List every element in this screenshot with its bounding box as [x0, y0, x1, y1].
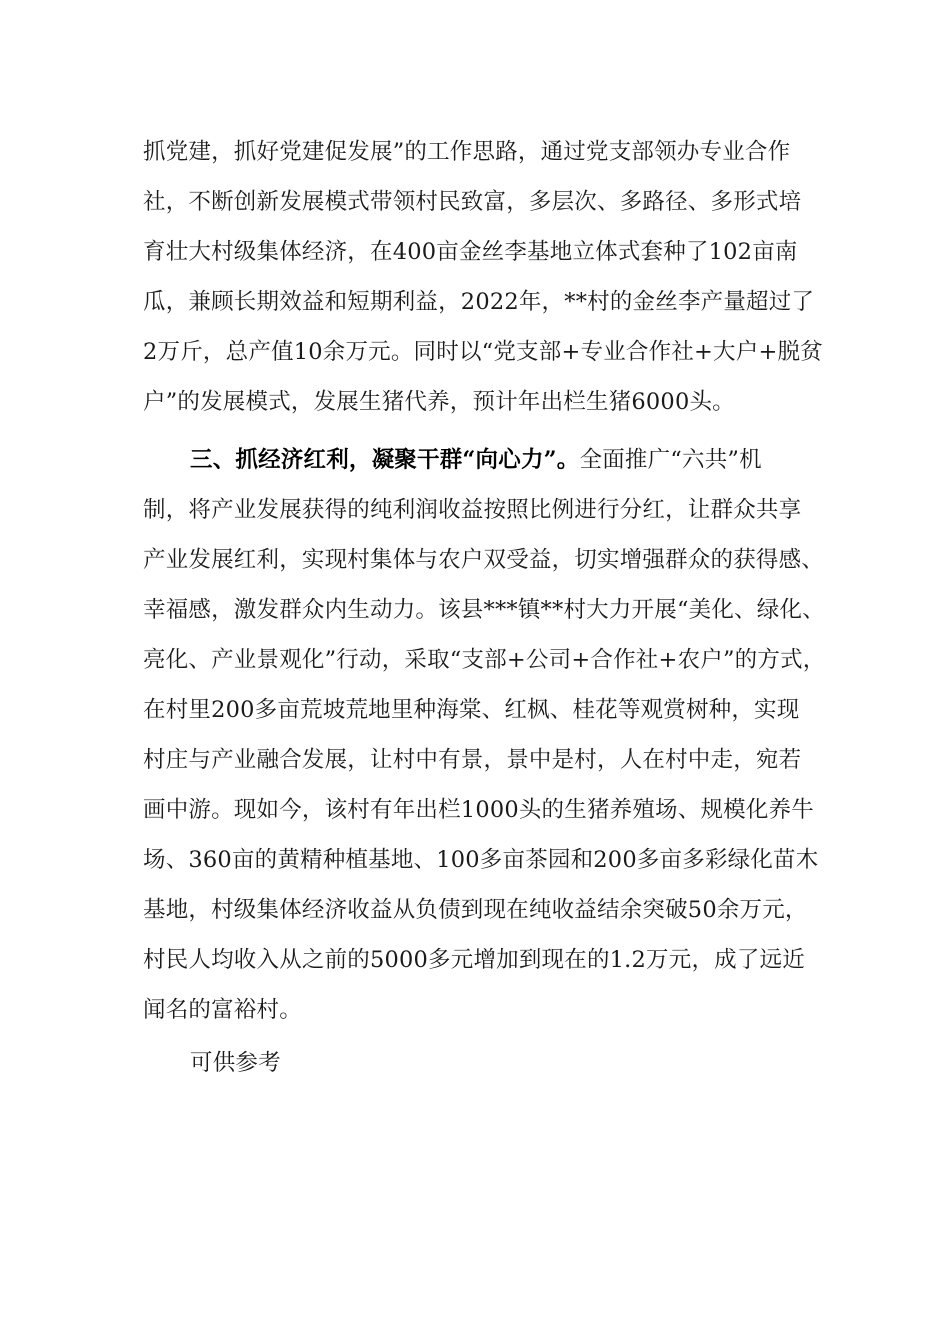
- paragraph-line: 制，将产业发展获得的纯利润收益按照比例进行分红，让群众共享: [143, 497, 802, 523]
- paragraph-line: 场、360亩的黄精种植基地、100多亩茶园和200多亩多彩绿化苗木: [143, 847, 819, 873]
- paragraph-line: 瓜，兼顾长期效益和短期利益，2022年，**村的金丝李产量超过了: [143, 289, 815, 315]
- paragraph-line: 亮化、产业景观化”行动，采取“支部+公司+合作社+农户”的方式，: [143, 647, 826, 673]
- paragraph-line: 基地，村级集体经济收益从负债到现在纯收益结余突破50余万元，: [143, 897, 808, 923]
- paragraph-line: 抓党建，抓好党建促发展”的工作思路，通过党支部领办专业合作: [143, 139, 791, 165]
- section-heading: 三、抓经济红利，凝聚干群“向心力”。: [190, 447, 580, 473]
- paragraph-line: 育壮大村级集体经济，在400亩金丝李基地立体式套种了102亩南: [143, 239, 798, 265]
- paragraph-line: 幸福感，激发群众内生动力。该县***镇**村大力开展“美化、绿化、: [143, 597, 825, 623]
- paragraph-line: 户”的发展模式，发展生猪代养，预计年出栏生猪6000头。: [143, 389, 735, 415]
- paragraph-line: 在村里200多亩荒坡荒地里种海棠、红枫、桂花等观赏树种，实现: [143, 697, 800, 723]
- paragraph-line: 村庄与产业融合发展，让村中有景，景中是村，人在村中走，宛若: [143, 747, 802, 773]
- paragraph-line: 闻名的富裕村。: [143, 997, 302, 1023]
- paragraph-line: 画中游。现如今，该村有年出栏1000头的生猪养殖场、规模化养牛: [143, 797, 814, 823]
- paragraph-line: 村民人均收入从之前的5000多元增加到现在的1.2万元，成了远近: [143, 947, 805, 973]
- paragraph-line: 产业发展红利，实现村集体与农户双受益，切实增强群众的获得感、: [143, 547, 825, 573]
- paragraph-line: 社，不断创新发展模式带领村民致富，多层次、多路径、多形式培: [143, 189, 802, 215]
- paragraph-first-line: [190, 440, 762, 480]
- section-heading-continuation: 全面推广“六共”机: [579, 447, 762, 473]
- paragraph-line: 2万斤，总产值10余万元。同时以“党支部+专业合作社+大户+脱贫: [143, 339, 823, 365]
- closing-note: 可供参考: [190, 1050, 281, 1076]
